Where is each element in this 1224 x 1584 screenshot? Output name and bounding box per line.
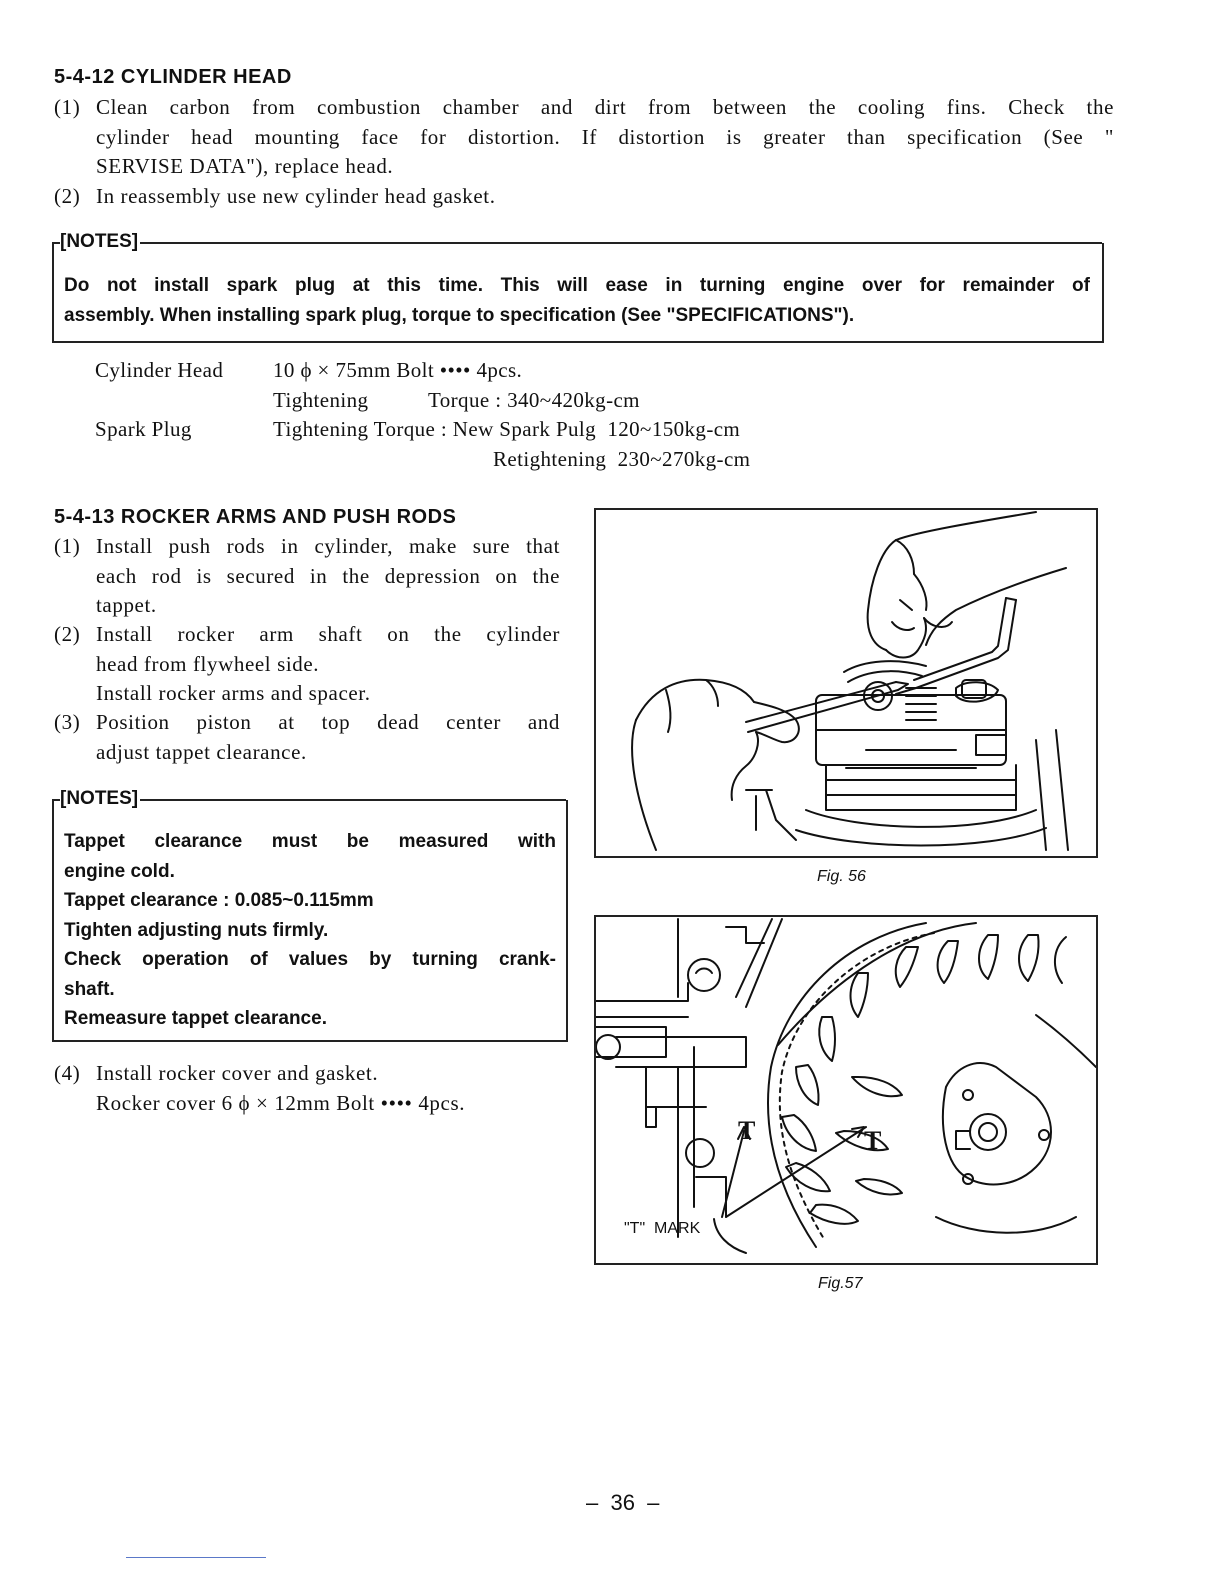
notes-line: Tighten adjusting nuts firmly. [64, 919, 329, 941]
section-title-rocker-arms: 5-4-13 ROCKER ARMS AND PUSH RODS [54, 506, 457, 528]
section-title-cylinder-head: 5-4-12 CYLINDER HEAD [54, 66, 292, 88]
spec-value-retightening: Retightening 230~270kg-cm [493, 447, 751, 471]
margin-rule [126, 1557, 266, 1558]
spec-value-tightening-label: Tightening [273, 388, 369, 412]
item-text: cylinder head mounting face for distortion. If distortion is greater than specification (See " [96, 124, 1114, 149]
notes-line: Tappet clearance : 0.085~0.115mm [64, 890, 374, 911]
item-text: Install rocker arms and spacer. [96, 681, 371, 705]
notes-body [64, 271, 1090, 330]
figure-56 [594, 508, 1098, 858]
item-text: In reassembly use new cylinder head gasket. [96, 184, 496, 208]
spec-value-new-plug: Tightening Torque : New Spark Pulg 120~150kg-cm [273, 417, 741, 441]
item-text: Install rocker arm shaft on the cylinder [96, 622, 560, 646]
notes-line: Check operation of values by turning crank- [64, 949, 556, 970]
notes-title: [NOTES] [60, 231, 139, 252]
item-text: Install push rods in cylinder, make sure that [96, 534, 560, 558]
figure-57 [594, 915, 1098, 1265]
item-text: head from flywheel side. [96, 651, 320, 676]
figure-caption: Fig. 56 [817, 868, 866, 885]
item-text: SERVISE DATA"), replace head. [96, 154, 394, 178]
notes-title: [NOTES] [60, 788, 139, 809]
list-item-2 [54, 620, 560, 709]
item-text: Install rocker cover and gasket. [96, 1061, 379, 1085]
notes-line: shaft. [64, 978, 115, 1000]
item-text: each rod is secured in the depression on the [96, 563, 560, 588]
notes-line: Do not install spark plug at this time. This will ease in turning engine over for remainder of [64, 275, 1090, 296]
page-number: – 36 – [586, 1490, 660, 1515]
notes-line: engine cold. [64, 860, 175, 882]
item-number: (1) [54, 534, 81, 558]
spec-value-tightening-torque: Torque : 340~420kg-cm [428, 388, 640, 412]
item-number: (3) [54, 710, 81, 734]
flywheel-t-mark-illustration [596, 917, 1096, 1263]
rocker-arm-adjustment-illustration [596, 510, 1096, 856]
spec-label-spark-plug: Spark Plug [95, 417, 192, 441]
notes-line: Tappet clearance must be measured with [64, 831, 556, 852]
item-text: Position piston at top dead center and [96, 710, 560, 734]
spec-value-bolt: 10 ϕ × 75mm Bolt •••• 4pcs. [273, 358, 523, 382]
list-item-2 [54, 182, 1114, 212]
spec-label-cylinder-head: Cylinder Head [95, 358, 224, 382]
item-number: (4) [54, 1061, 81, 1085]
list-item-1 [54, 532, 560, 621]
item-text: adjust tappet clearance. [96, 739, 307, 764]
item-text: Rocker cover 6 ϕ × 12mm Bolt •••• 4pcs. [96, 1090, 466, 1115]
list-item-3 [54, 708, 560, 767]
notes-line: Remeasure tappet clearance. [64, 1008, 327, 1029]
notes-line: assembly. When installing spark plug, torque to specification (See "SPECIFICATIONS"). [64, 304, 855, 326]
t-mark-caption: "T" MARK [624, 1220, 701, 1237]
item-number: (2) [54, 184, 81, 208]
list-item-1 [54, 93, 1114, 182]
notes-top-rule [52, 242, 1102, 244]
item-text: tappet. [96, 593, 157, 617]
notes-body [64, 827, 556, 1034]
list-item-4 [54, 1059, 574, 1118]
figure-caption: Fig.57 [818, 1275, 863, 1292]
item-number: (1) [54, 95, 81, 119]
t-mark-label: T [738, 1116, 756, 1145]
item-text: Clean carbon from combustion chamber and dirt from between the cooling fins. Check the [96, 95, 1114, 119]
item-number: (2) [54, 622, 81, 646]
t-mark-label: T [864, 1126, 882, 1155]
